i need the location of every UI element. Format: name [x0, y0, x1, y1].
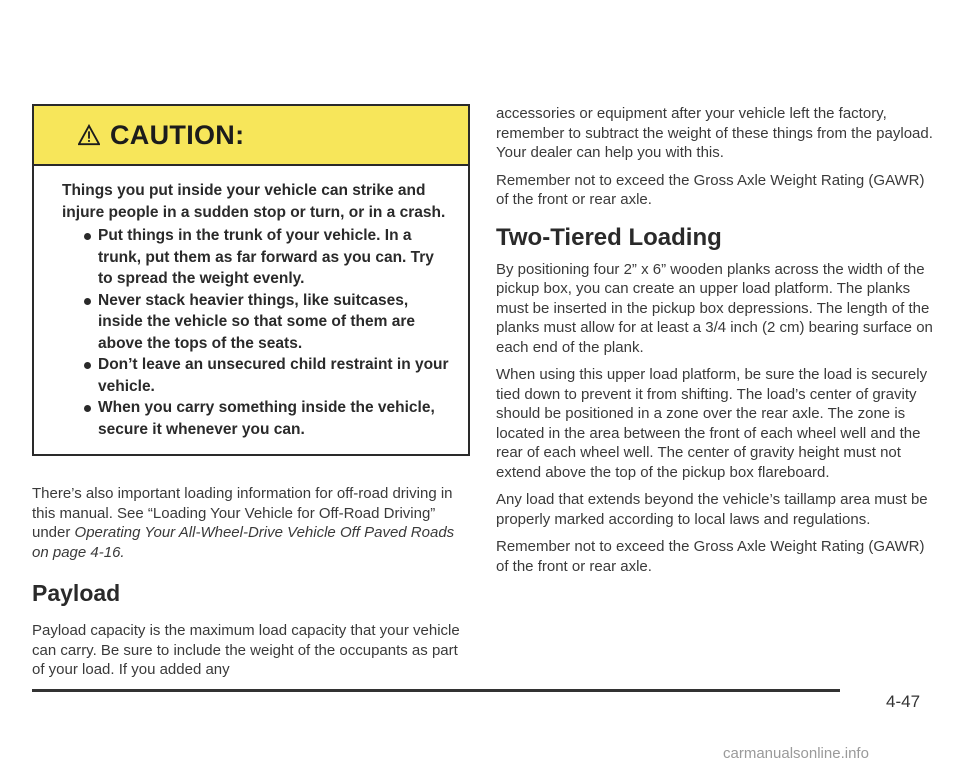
planks-paragraph: By positioning four 2” x 6” wooden planks across the width of the pickup box, you can create an upper load platform. The planks must be inserted in the pickup box depressions. The length of the planks must allow for at least a 3/4 inch (2 cm) bearing surface on each end of the plank.: [496, 260, 933, 356]
gawr-paragraph-1: Remember not to exceed the Gross Axle Weight Rating (GAWR) of the front or rear axle.: [496, 171, 925, 208]
payload-paragraph: Payload capacity is the maximum load capacity that your vehicle can carry. Be sure to include the weight of the occupants as part of your load. If you added any: [32, 622, 460, 678]
page-number: 4-47: [886, 692, 921, 711]
caution-box: [32, 104, 470, 456]
bullet-dot: [84, 233, 91, 240]
platform-paragraph: When using this upper load platform, be sure the load is securely tied down to prevent it from shifting. The load’s center of gravity should be positioned in a zone over the rear axle. The zone is located in the area between the front of each wheel well and the rear of each wheel well. The center of gravity height must not extend above the top of the pickup box flareboard.: [496, 366, 928, 481]
caution-header: [34, 106, 468, 166]
offroad-reference: Operating Your All-Wheel-Drive Vehicle Off Paved Roads on page 4-16.: [32, 524, 455, 561]
bullet-dot: [84, 405, 91, 412]
warning-triangle-icon: [78, 124, 100, 146]
caution-bullet: When you carry something inside the vehicle, secure it whenever you can.: [84, 397, 452, 440]
footer-rule: [32, 689, 840, 692]
caution-bullet: Don’t leave an unsecured child restraint in your vehicle.: [84, 354, 452, 397]
bullet-dot: [84, 298, 91, 305]
watermark: carmanualsonline.info: [723, 745, 869, 762]
accessories-paragraph: accessories or equipment after your vehicle left the factory, remember to subtract the weight of these things from the payload. Your dealer can help you with this.: [496, 105, 933, 161]
offroad-paragraph: There’s also important loading information for off-road driving in this manual. See “Loading Your Vehicle for Off-Road Driving” under Operating Your All-Wheel-Drive Vehicle Off Paved Roads on page 4-16.: [32, 485, 455, 561]
bullet-dot: [84, 362, 91, 369]
caution-bullet-list: [62, 225, 452, 440]
right-column: [496, 104, 936, 576]
left-column: [32, 104, 470, 680]
taillamp-paragraph: Any load that extends beyond the vehicle’s taillamp area must be properly marked according to local laws and regulations.: [496, 491, 928, 528]
payload-heading: Payload: [32, 580, 121, 606]
caution-title: [78, 120, 244, 151]
caution-bullet: Never stack heavier things, like suitcases, inside the vehicle so that some of them are above the tops of the seats.: [84, 290, 452, 355]
caution-bullet: Put things in the trunk of your vehicle. In a trunk, put them as far forward as you can. Try to spread the weight evenly.: [84, 225, 452, 290]
caution-body: [34, 166, 468, 454]
caution-title-text: CAUTION:: [110, 119, 245, 150]
gawr-paragraph-2: Remember not to exceed the Gross Axle Weight Rating (GAWR) of the front or rear axle.: [496, 538, 925, 575]
two-tiered-heading: Two-Tiered Loading: [496, 223, 722, 251]
caution-intro: Things you put inside your vehicle can strike and injure people in a sudden stop or turn, or in a crash.: [62, 182, 446, 221]
